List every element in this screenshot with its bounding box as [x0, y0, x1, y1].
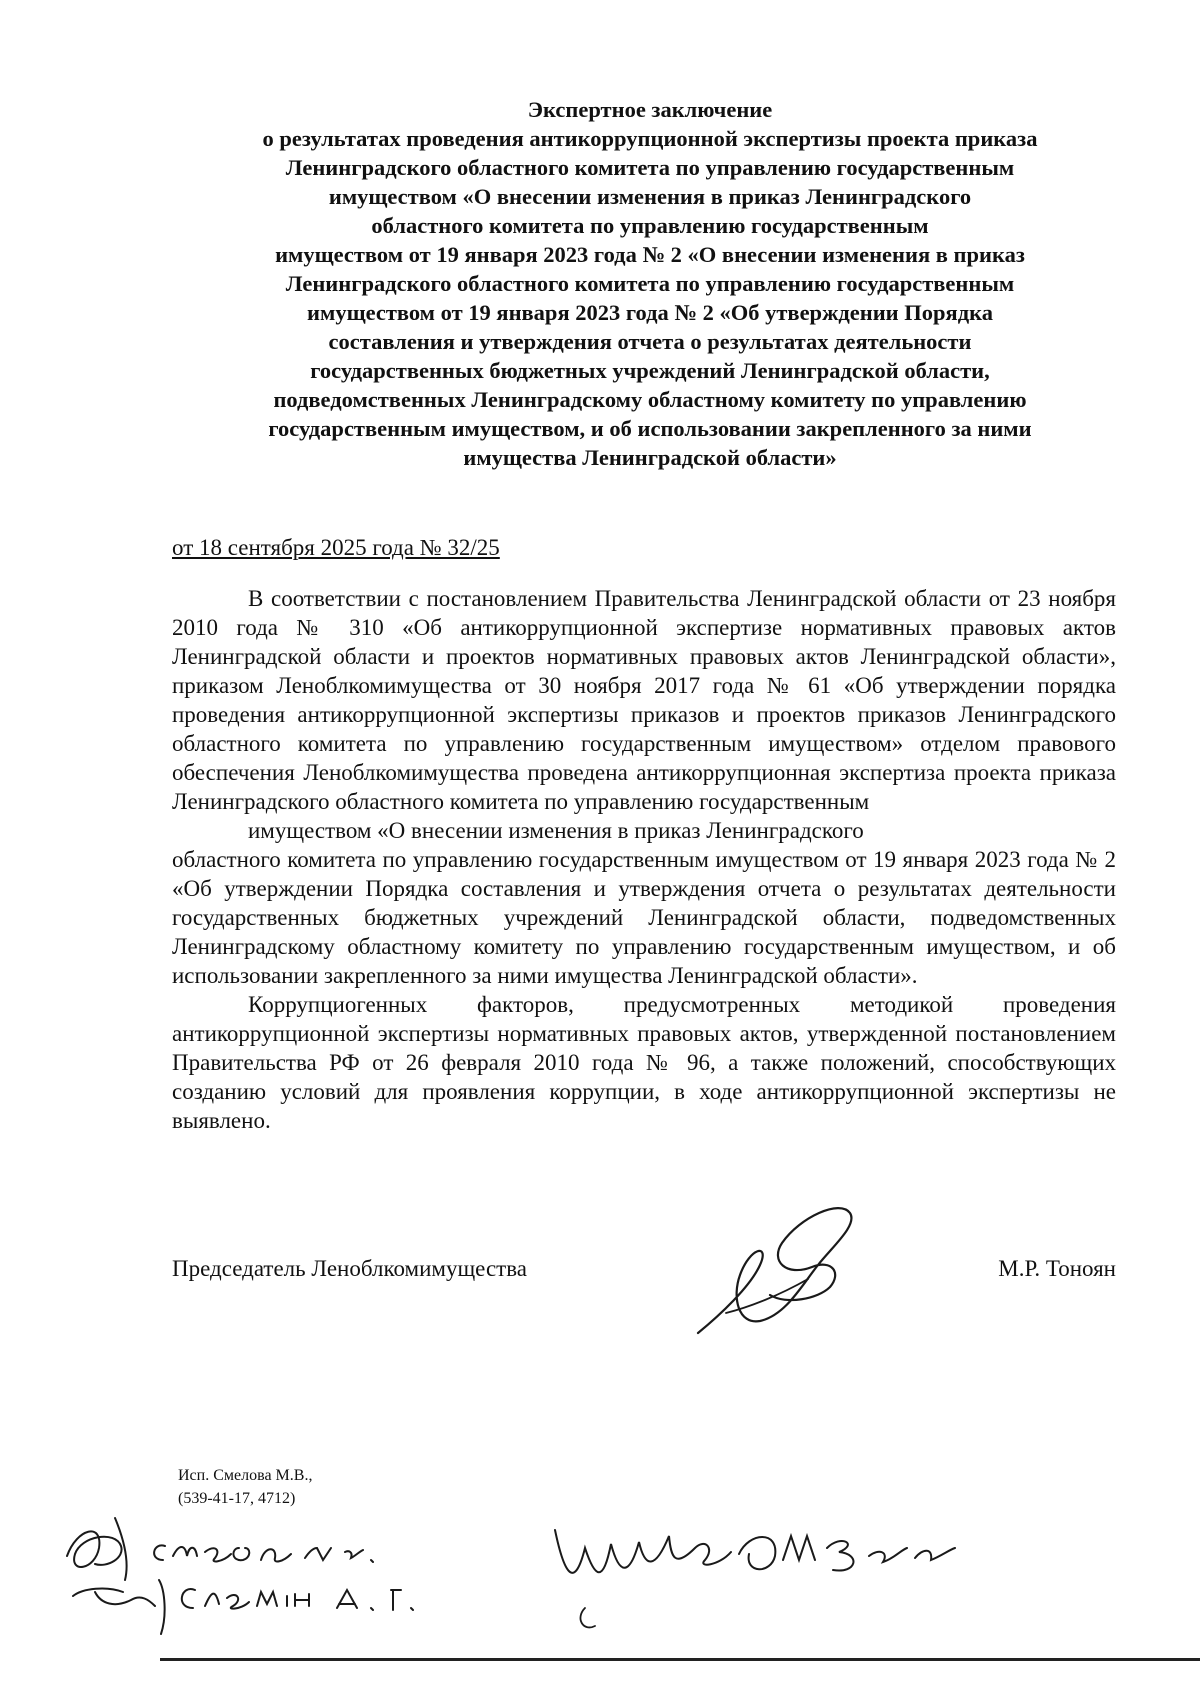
- title-line: имуществом от 19 января 2023 года № 2 «О внесении изменения в приказ: [275, 242, 1025, 267]
- title-line: Ленинградского областного комитета по управлению государственным: [285, 271, 1015, 296]
- executor-name: Исп. Смелова М.В.,: [178, 1467, 313, 1484]
- signatory-name: М.Р. Тоноян: [998, 1256, 1116, 1281]
- title-line: имущества Ленинградской области»: [463, 445, 837, 470]
- body-paragraph-2: Коррупциогенных факторов, предусмотренных методикой проведения антикоррупционной экспертизы нормативных правовых актов, утвержденной постановлением Правительства РФ от 26 февраля 2010 года № 96, а также положений, способствующих созданию условий для проявления коррупции, в ходе антикоррупционной экспертизы не выявлено.: [172, 992, 1116, 1133]
- paragraph-1-text: В соответствии с постановлением Правительства Ленинградской области от 23 ноября 2010 года № 310 «Об антикоррупционной экспертизе нормативных правовых актов Ленинградской области и проектов нормативных правовых актов Ленинградской области», приказом Леноблкомимущества от 30 ноября 2017 года № 61 «Об утверждении порядка проведения антикоррупционной экспертизы приказов и проектов приказов Ленинградского областного комитета по управлению государственным имуществом» отделом правового обеспечения Леноблкомимущества проведена антикоррупционная экспертиза проекта приказа Ленинградского областного комитета по управлению государственным: [172, 586, 1116, 814]
- paragraph-1-line-break: имуществом «О внесении изменения в приказ Ленинградского: [248, 818, 864, 843]
- handwritten-signature-icon: [690, 1195, 880, 1345]
- title-line: составления и утверждения отчета о результатах деятельности: [328, 329, 972, 354]
- body-paragraph-1: [172, 584, 1116, 845]
- document-body: [172, 584, 1116, 1135]
- title-line: областного комитета по управлению государственным: [371, 213, 929, 238]
- title-line: имуществом «О внесении изменения в приказ Ленинградского: [328, 184, 972, 209]
- signatory-position: Председатель Леноблкомимущества: [172, 1256, 527, 1281]
- title-line: Ленинградского областного комитета по управлению государственным: [285, 155, 1015, 180]
- title-line: подведомственных Ленинградскому областному комитету по управлению: [273, 387, 1027, 412]
- title-line: имуществом от 19 января 2023 года № 2 «Об утверждении Порядка: [307, 300, 993, 325]
- title-line: о результатах проведения антикоррупционной экспертизы проекта приказа: [262, 126, 1038, 151]
- document-date-number: от 18 сентября 2025 года № 32/25: [172, 535, 500, 560]
- executor-info: [178, 1464, 312, 1510]
- body-paragraph-1-continued: областного комитета по управлению государственным имуществом от 19 января 2023 года № 2 «Об утверждении Порядка составления и утверждения отчета о результатах деятельности государственных бюджетных учреждений Ленинградской области, подведомственных Ленинградскому областному комитету по управлению государственным имуществом, и об использовании закрепленного за ними имущества Ленинградской области».: [172, 847, 1116, 988]
- executor-phone: (539-41-17, 4712): [178, 1490, 296, 1507]
- title-line: государственных бюджетных учреждений Ленинградской области,: [310, 358, 990, 383]
- approval-signatures-icon: [55, 1508, 1015, 1638]
- document-title: [190, 95, 1110, 472]
- bottom-scan-edge: [160, 1658, 1200, 1661]
- title-line: государственным имуществом, и об использовании закрепленного за ними: [268, 416, 1032, 441]
- title-line: Экспертное заключение: [527, 97, 773, 122]
